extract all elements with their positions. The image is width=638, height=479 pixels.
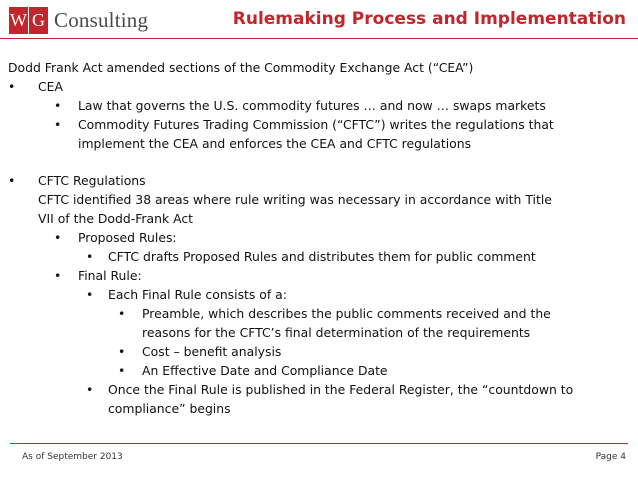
list-item-cost-benefit — [8, 342, 608, 361]
regs-heading: CFTC Regulations — [38, 173, 146, 188]
cea-heading: CEA — [38, 79, 63, 94]
bullet-icon: • — [54, 230, 62, 245]
bullet-icon: • — [86, 287, 94, 302]
header-divider — [0, 38, 638, 39]
list-item-cea-cftc — [8, 115, 608, 134]
bullet-icon: • — [54, 117, 62, 132]
proposed-detail-text: CFTC drafts Proposed Rules and distributes them for public comment — [108, 249, 536, 264]
bullet-icon: • — [86, 249, 94, 264]
list-item-final-rule — [8, 266, 608, 285]
regs-desc-line1: CFTC identified 38 areas where rule writing was necessary in accordance with Title — [38, 192, 552, 207]
intro-text: Dodd Frank Act amended sections of the Commodity Exchange Act (“CEA”) — [8, 60, 474, 75]
effective-date-text: An Effective Date and Compliance Date — [142, 363, 388, 378]
cost-benefit-text: Cost – benefit analysis — [142, 344, 282, 359]
final-consists-text: Each Final Rule consists of a: — [108, 287, 287, 302]
list-item-cea-law — [8, 96, 608, 115]
slide-body — [8, 58, 608, 418]
proposed-heading: Proposed Rules: — [78, 230, 177, 245]
bullet-icon: • — [118, 344, 126, 359]
logo-letter-w: W — [9, 7, 28, 34]
list-item-proposed-detail — [8, 247, 608, 266]
bullet-icon: • — [86, 382, 94, 397]
footer-divider — [10, 443, 628, 444]
cea-cftc-line2: implement the CEA and enforces the CEA and CFTC regulations — [78, 136, 472, 151]
company-logo — [9, 6, 148, 35]
page-title: Rulemaking Process and Implementation — [232, 9, 626, 29]
bullet-icon: • — [54, 98, 62, 113]
list-item-preamble — [8, 304, 608, 323]
final-heading: Final Rule: — [78, 268, 142, 283]
spacer — [8, 153, 608, 171]
page-number: Page 4 — [595, 452, 626, 462]
cea-law-text: Law that governs the U.S. commodity futures … and now … swaps markets — [78, 98, 546, 113]
bullet-icon: • — [118, 306, 126, 321]
bullet-icon: • — [8, 173, 16, 188]
list-item-final-consists — [8, 285, 608, 304]
regs-desc-line2: VII of the Dodd-Frank Act — [38, 211, 194, 226]
bullet-icon: • — [54, 268, 62, 283]
logo-letter-g: G — [29, 7, 48, 34]
list-item-cftc-regulations — [8, 171, 608, 190]
list-item-countdown — [8, 380, 608, 399]
countdown-line1: Once the Final Rule is published in the Federal Register, the “countdown to — [108, 382, 574, 397]
list-item-cea — [8, 77, 608, 96]
list-item-effective-date — [8, 361, 608, 380]
logo-text: Consulting — [54, 8, 149, 32]
bullet-icon: • — [118, 363, 126, 378]
countdown-line2: compliance” begins — [108, 401, 231, 416]
footer-date: As of September 2013 — [22, 452, 123, 462]
bullet-icon: • — [8, 79, 16, 94]
list-item-proposed-rules — [8, 228, 608, 247]
preamble-line1: Preamble, which describes the public comments received and the — [142, 306, 551, 321]
cea-cftc-line1: Commodity Futures Trading Commission (“CFTC”) writes the regulations that — [78, 117, 554, 132]
preamble-line2: reasons for the CFTC’s final determination of the requirements — [142, 325, 531, 340]
